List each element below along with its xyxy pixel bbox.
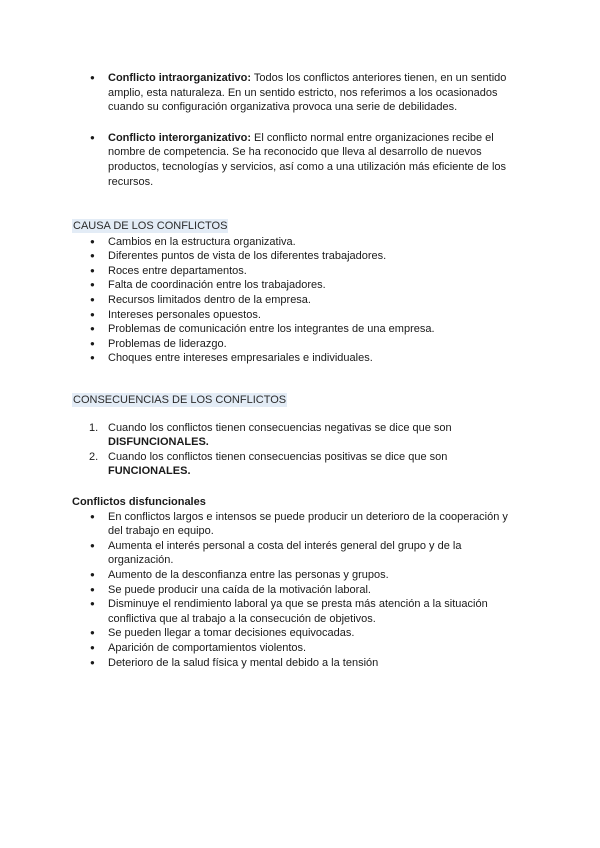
item-text: Cuando los conflictos tienen consecuencias positivas se dice que son <box>108 450 448 463</box>
list-item: ● Aumenta el interés personal a costa del interés general del grupo y de la organización. <box>72 539 522 568</box>
bullet-term: Conflicto intraorganizativo: <box>108 72 251 84</box>
item-bold-term: FUNCIONALES. <box>108 465 191 478</box>
list-item <box>72 71 522 115</box>
section-heading: CONSECUENCIAS DE LOS CONFLICTOS <box>73 394 287 406</box>
consequences-list <box>72 421 522 479</box>
list-item: ● Deterioro de la salud física y mental debido a la tensión <box>72 656 522 671</box>
list-item: ● Falta de coordinación entre los trabajadores. <box>72 278 522 293</box>
list-item: ● Se pueden llegar a tomar decisiones equivocadas. <box>72 626 522 641</box>
list-item: ● Aparición de comportamientos violentos. <box>72 641 522 656</box>
item-text: Cuando los conflictos tienen consecuencias negativas se dice que son <box>108 421 452 434</box>
item-bold-term: DISFUNCIONALES. <box>108 436 209 449</box>
list-item: ● Se puede producir una caída de la motivación laboral. <box>72 583 522 598</box>
list-item: ● Problemas de comunicación entre los integrantes de una empresa. <box>72 322 522 337</box>
list-item: ● Recursos limitados dentro de la empresa. <box>72 293 522 308</box>
section-heading: CAUSA DE LOS CONFLICTOS <box>73 220 228 232</box>
list-item: ● Cambios en la estructura organizativa. <box>72 235 522 250</box>
subsection-heading: Conflictos disfuncionales <box>72 496 206 508</box>
dysfunctional-list <box>72 510 522 671</box>
list-item: ● Problemas de liderazgo. <box>72 337 522 352</box>
causes-section <box>72 219 522 366</box>
list-item: ● En conflictos largos e intensos se puede producir un deterioro de la cooperación y del trabajo en equipo. <box>72 510 522 539</box>
list-item <box>72 131 522 189</box>
bullet-text: El conflicto normal entre organizaciones recibe el nombre de competencia. Se ha reconocido que lleva al desarrollo de nuevos productos, tecnologías y servicios, así como a una utilización más eficiente de los recursos. <box>108 131 507 188</box>
list-number: 1. <box>89 421 99 434</box>
dysfunctional-section <box>72 495 522 670</box>
list-item <box>72 421 522 450</box>
causes-list <box>72 235 522 366</box>
list-item: ● Diferentes puntos de vista de los diferentes trabajadores. <box>72 249 522 264</box>
list-item: ● Choques entre intereses empresariales e individuales. <box>72 351 522 366</box>
list-item <box>72 450 522 479</box>
organizational-conflict-section <box>72 71 522 189</box>
intro-bullet-list <box>72 71 522 189</box>
bullet-text: Todos los conflictos anteriores tienen, en un sentido amplio, esta naturaleza. En un sentido estricto, nos referimos a los ocasionados cuando su configuración organizativa provoca una serie de debilidades. <box>108 72 507 114</box>
list-item: ● Intereses personales opuestos. <box>72 308 522 323</box>
list-item: ● Roces entre departamentos. <box>72 264 522 279</box>
list-item: ● Disminuye el rendimiento laboral ya que se presta más atención a la situación conflictiva que al trabajo a la consecución de objetivos. <box>72 597 522 626</box>
consequences-section <box>72 393 522 479</box>
list-number: 2. <box>89 450 99 463</box>
list-item: ● Aumento de la desconfianza entre las personas y grupos. <box>72 568 522 583</box>
bullet-term: Conflicto interorganizativo: <box>108 131 251 144</box>
